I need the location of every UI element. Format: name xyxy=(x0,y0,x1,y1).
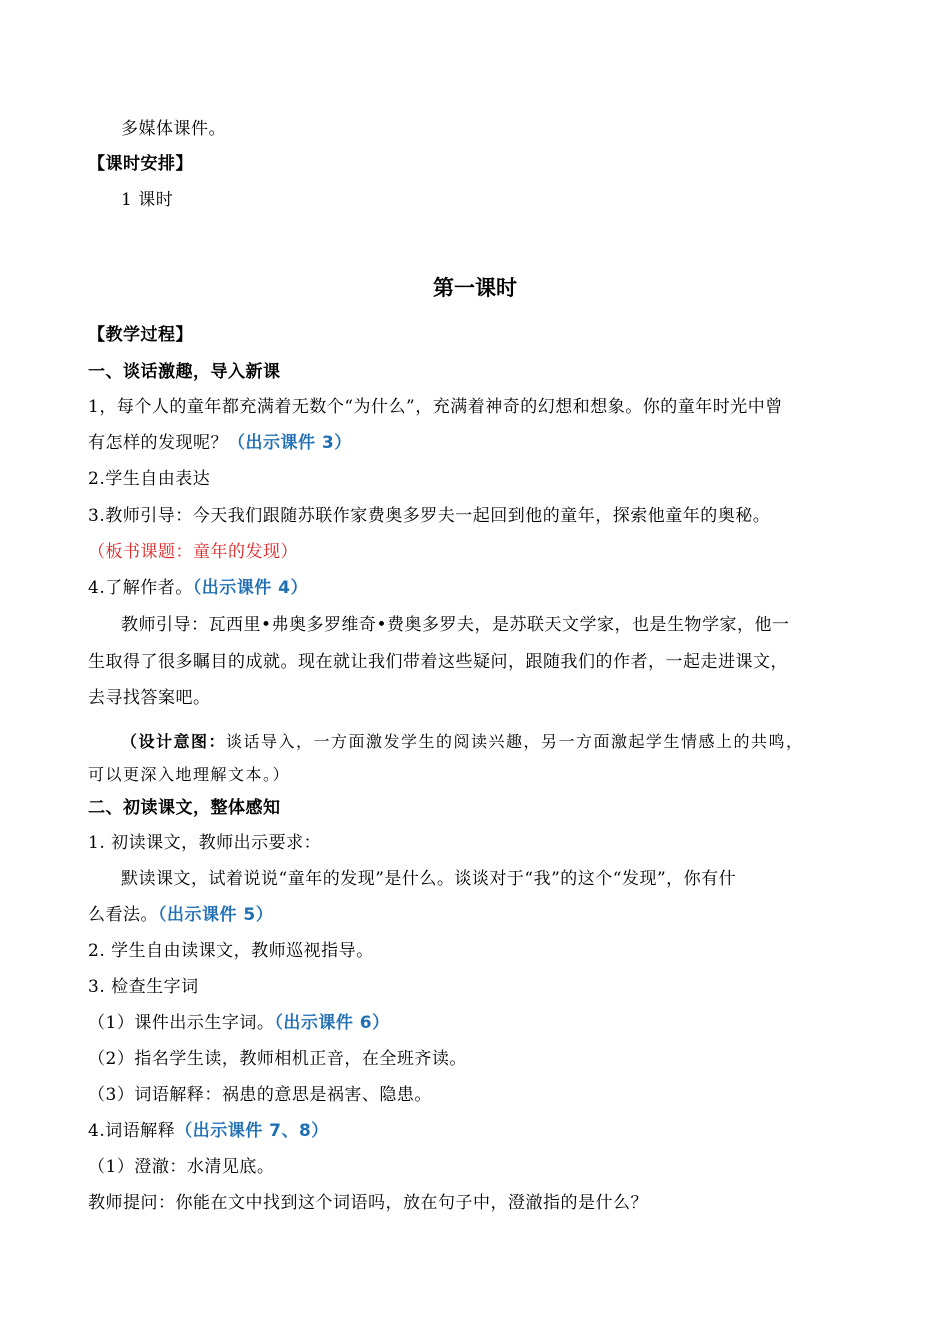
design-intent-label: （设计意图： xyxy=(121,732,227,751)
design-intent-note xyxy=(121,731,804,753)
paragraph-line: 1，每个人的童年都充满着无数个“为什么”，充满着神奇的幻想和想象。你的童年时光中曾 xyxy=(88,397,783,417)
paragraph-text: 4.词语解释 xyxy=(88,1121,176,1141)
paragraph-line: 2.学生自由表达 xyxy=(88,469,211,489)
paragraph-line: 默读课文，试着说说“童年的发现”是什么。谈谈对于“我”的这个“发现”，你有什 xyxy=(121,869,737,889)
schedule-text: 1 课时 xyxy=(121,190,174,210)
paragraph-line xyxy=(88,577,308,599)
paragraph-text: 么看法。 xyxy=(88,905,158,925)
materials-text: 多媒体课件。 xyxy=(121,119,226,139)
paragraph-line: 2. 学生自由读课文，教师巡视指导。 xyxy=(88,941,374,961)
paragraph-line: 生取得了很多瞩目的成就。现在就让我们带着这些疑问，跟随我们的作者，一起走进课文， xyxy=(88,652,788,672)
paragraph-line xyxy=(88,904,273,926)
courseware-ref: （出示课件 3） xyxy=(228,433,352,453)
paragraph-text: 有怎样的发现呢？ xyxy=(88,433,228,453)
paragraph-line: （3）词语解释：祸患的意思是祸害、隐患。 xyxy=(88,1085,432,1105)
design-intent-text: 谈话导入，一方面激发学生的阅读兴趣，另一方面激起学生情感上的共鸣， xyxy=(226,732,804,751)
paragraph-text: 4.了解作者。 xyxy=(88,578,193,598)
design-intent-note: 可以更深入地理解文本。） xyxy=(88,765,291,784)
courseware-ref: （出示课件 6） xyxy=(274,1013,390,1033)
paragraph-text: （1）课件出示生字词。 xyxy=(88,1013,275,1033)
courseware-ref: （出示课件 7、8） xyxy=(175,1121,329,1141)
paragraph-line: （2）指名学生读，教师相机正音，在全班齐读。 xyxy=(88,1049,467,1069)
board-title-note: （板书课题：童年的发现） xyxy=(88,542,298,562)
courseware-ref: （出示课件 4） xyxy=(192,578,308,598)
paragraph-line xyxy=(88,1120,329,1142)
section-heading-schedule: 【课时安排】 xyxy=(88,154,193,174)
paragraph-line: 去寻找答案吧。 xyxy=(88,688,211,708)
paragraph-line: 教师引导：瓦西里•弗奥多罗维奇•费奥多罗夫，是苏联天文学家，也是生物学家，他一 xyxy=(121,615,790,635)
part-one-heading: 一、谈话激趣，导入新课 xyxy=(88,362,281,382)
paragraph-line: 1. 初读课文，教师出示要求： xyxy=(88,833,322,853)
page-title: 第一课时 xyxy=(433,276,517,300)
part-two-heading: 二、初读课文，整体感知 xyxy=(88,798,281,818)
paragraph-line xyxy=(88,432,352,454)
paragraph-line: （1）澄澈：水清见底。 xyxy=(88,1157,275,1177)
courseware-ref: （出示课件 5） xyxy=(158,905,274,925)
paragraph-line: 教师提问：你能在文中找到这个词语吗，放在句子中，澄澈指的是什么？ xyxy=(88,1193,648,1213)
section-heading-process: 【教学过程】 xyxy=(88,325,193,345)
paragraph-line xyxy=(88,1012,390,1034)
paragraph-line: 3.教师引导：今天我们跟随苏联作家费奥多罗夫一起回到他的童年，探索他童年的奥秘。 xyxy=(88,506,771,526)
paragraph-line: 3. 检查生字词 xyxy=(88,977,199,997)
